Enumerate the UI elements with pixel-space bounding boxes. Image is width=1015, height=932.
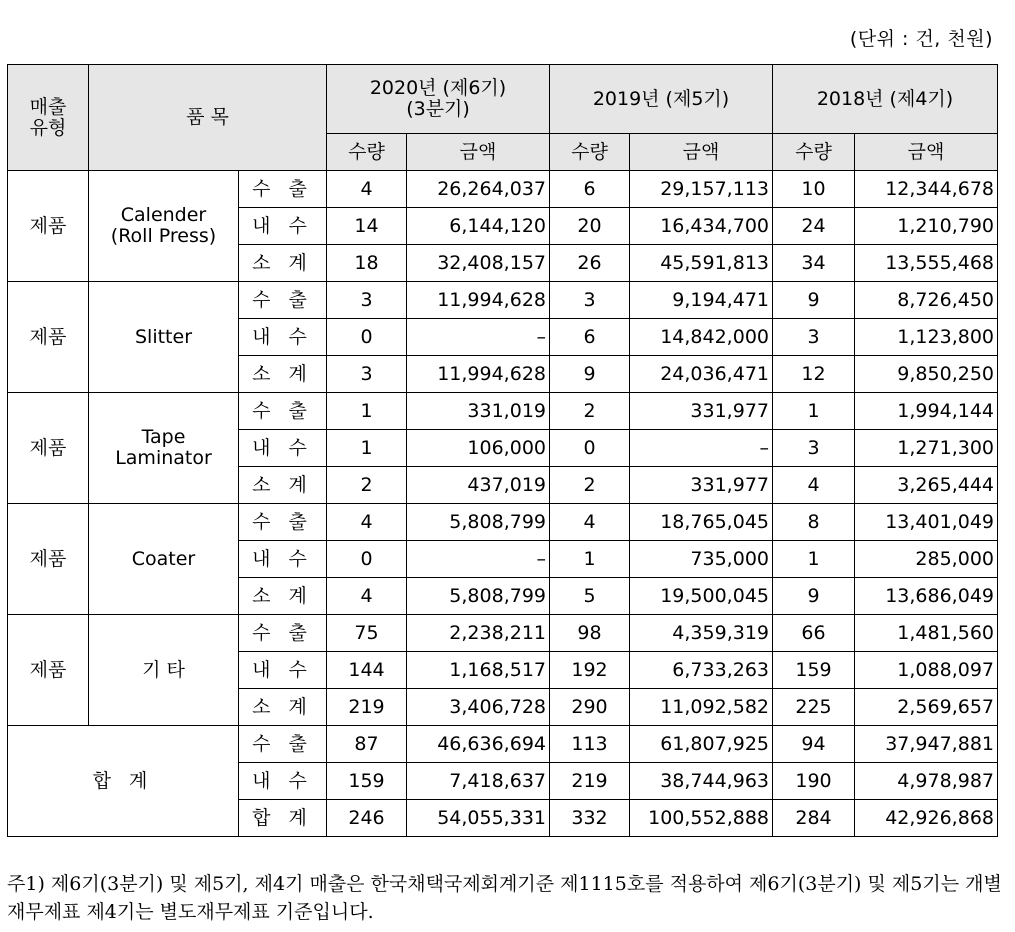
sales-type-cell: 제품	[8, 615, 89, 726]
qty-cell: 87	[327, 726, 407, 763]
qty-cell: 9	[773, 282, 855, 319]
sales-type-cell: 제품	[8, 282, 89, 393]
amount-cell: 1,168,517	[407, 652, 550, 689]
qty-cell: 26	[550, 245, 630, 282]
qty-cell: 3	[327, 282, 407, 319]
amount-cell: 13,686,049	[855, 578, 998, 615]
amount-cell: 100,552,888	[630, 800, 773, 837]
amount-cell: 331,977	[630, 467, 773, 504]
row-kind-cell: 수 출	[239, 726, 327, 763]
header-qty: 수량	[550, 134, 630, 171]
item-name-cell: Coater	[89, 504, 239, 615]
header-year-2020: 2020년 (제6기) (3분기)	[327, 65, 550, 134]
amount-cell: 13,555,468	[855, 245, 998, 282]
qty-cell: 246	[327, 800, 407, 837]
table-row	[8, 615, 998, 652]
header-amount: 금액	[855, 134, 998, 171]
amount-cell: 4,978,987	[855, 763, 998, 800]
qty-cell: 0	[327, 541, 407, 578]
amount-cell: –	[630, 430, 773, 467]
qty-cell: 3	[773, 430, 855, 467]
qty-cell: 192	[550, 652, 630, 689]
row-kind-cell: 합 계	[239, 800, 327, 837]
amount-cell: 5,808,799	[407, 578, 550, 615]
amount-cell: 6,733,263	[630, 652, 773, 689]
table-row	[8, 504, 998, 541]
amount-cell: 54,055,331	[407, 800, 550, 837]
amount-cell: 13,401,049	[855, 504, 998, 541]
qty-cell: 159	[327, 763, 407, 800]
amount-cell: 331,977	[630, 393, 773, 430]
amount-cell: 12,344,678	[855, 171, 998, 208]
amount-cell: 42,926,868	[855, 800, 998, 837]
row-kind-cell: 수 출	[239, 504, 327, 541]
header-item: 품 목	[89, 65, 327, 171]
sales-table	[7, 64, 998, 837]
table-row	[8, 171, 998, 208]
row-kind-cell: 내 수	[239, 652, 327, 689]
amount-cell: 6,144,120	[407, 208, 550, 245]
row-kind-cell: 내 수	[239, 430, 327, 467]
amount-cell: 106,000	[407, 430, 550, 467]
amount-cell: 285,000	[855, 541, 998, 578]
qty-cell: 8	[773, 504, 855, 541]
amount-cell: 18,765,045	[630, 504, 773, 541]
amount-cell: 16,434,700	[630, 208, 773, 245]
sales-type-cell: 제품	[8, 171, 89, 282]
total-label-cell: 합 계	[8, 726, 239, 837]
qty-cell: 6	[550, 319, 630, 356]
qty-cell: 2	[550, 467, 630, 504]
amount-cell: 1,210,790	[855, 208, 998, 245]
row-kind-cell: 내 수	[239, 319, 327, 356]
qty-cell: 219	[550, 763, 630, 800]
header-year-2018: 2018년 (제4기)	[773, 65, 998, 134]
sales-type-cell: 제품	[8, 504, 89, 615]
qty-cell: 284	[773, 800, 855, 837]
qty-cell: 2	[550, 393, 630, 430]
amount-cell: 2,569,657	[855, 689, 998, 726]
amount-cell: 14,842,000	[630, 319, 773, 356]
header-qty: 수량	[327, 134, 407, 171]
amount-cell: 5,808,799	[407, 504, 550, 541]
row-kind-cell: 수 출	[239, 282, 327, 319]
qty-cell: 0	[327, 319, 407, 356]
table-row	[8, 282, 998, 319]
item-name-cell: Calender (Roll Press)	[89, 171, 239, 282]
qty-cell: 1	[327, 430, 407, 467]
table-row	[8, 393, 998, 430]
qty-cell: 34	[773, 245, 855, 282]
qty-cell: 75	[327, 615, 407, 652]
amount-cell: 2,238,211	[407, 615, 550, 652]
amount-cell: 26,264,037	[407, 171, 550, 208]
qty-cell: 332	[550, 800, 630, 837]
total-row	[8, 726, 998, 763]
header-qty: 수량	[773, 134, 855, 171]
qty-cell: 6	[550, 171, 630, 208]
qty-cell: 20	[550, 208, 630, 245]
qty-cell: 3	[327, 356, 407, 393]
row-kind-cell: 수 출	[239, 393, 327, 430]
row-kind-cell: 소 계	[239, 467, 327, 504]
qty-cell: 98	[550, 615, 630, 652]
amount-cell: 3,406,728	[407, 689, 550, 726]
row-kind-cell: 내 수	[239, 208, 327, 245]
amount-cell: 38,744,963	[630, 763, 773, 800]
amount-cell: 735,000	[630, 541, 773, 578]
table-header	[8, 65, 998, 171]
amount-cell: 1,994,144	[855, 393, 998, 430]
qty-cell: 290	[550, 689, 630, 726]
amount-cell: 1,088,097	[855, 652, 998, 689]
qty-cell: 3	[773, 319, 855, 356]
row-kind-cell: 소 계	[239, 356, 327, 393]
qty-cell: 66	[773, 615, 855, 652]
qty-cell: 94	[773, 726, 855, 763]
amount-cell: 37,947,881	[855, 726, 998, 763]
qty-cell: 190	[773, 763, 855, 800]
qty-cell: 1	[550, 541, 630, 578]
amount-cell: 7,418,637	[407, 763, 550, 800]
amount-cell: 331,019	[407, 393, 550, 430]
qty-cell: 2	[327, 467, 407, 504]
qty-cell: 159	[773, 652, 855, 689]
amount-cell: 24,036,471	[630, 356, 773, 393]
qty-cell: 4	[773, 467, 855, 504]
item-name-cell: Slitter	[89, 282, 239, 393]
row-kind-cell: 내 수	[239, 763, 327, 800]
qty-cell: 9	[550, 356, 630, 393]
qty-cell: 144	[327, 652, 407, 689]
row-kind-cell: 수 출	[239, 615, 327, 652]
amount-cell: 437,019	[407, 467, 550, 504]
amount-cell: 9,850,250	[855, 356, 998, 393]
item-name-cell: 기 타	[89, 615, 239, 726]
qty-cell: 3	[550, 282, 630, 319]
qty-cell: 113	[550, 726, 630, 763]
amount-cell: 1,481,560	[855, 615, 998, 652]
qty-cell: 9	[773, 578, 855, 615]
item-name-cell: Tape Laminator	[89, 393, 239, 504]
qty-cell: 24	[773, 208, 855, 245]
qty-cell: 1	[327, 393, 407, 430]
amount-cell: 9,194,471	[630, 282, 773, 319]
header-year-2019: 2019년 (제5기)	[550, 65, 773, 134]
amount-cell: –	[407, 541, 550, 578]
qty-cell: 1	[773, 541, 855, 578]
amount-cell: 11,994,628	[407, 282, 550, 319]
amount-cell: 1,271,300	[855, 430, 998, 467]
amount-cell: 61,807,925	[630, 726, 773, 763]
amount-cell: 29,157,113	[630, 171, 773, 208]
amount-cell: 8,726,450	[855, 282, 998, 319]
row-kind-cell: 소 계	[239, 245, 327, 282]
sales-type-cell: 제품	[8, 393, 89, 504]
amount-cell: 45,591,813	[630, 245, 773, 282]
qty-cell: 0	[550, 430, 630, 467]
qty-cell: 14	[327, 208, 407, 245]
qty-cell: 225	[773, 689, 855, 726]
amount-cell: 3,265,444	[855, 467, 998, 504]
amount-cell: –	[407, 319, 550, 356]
header-sales-type: 매출 유형	[8, 65, 89, 171]
row-kind-cell: 소 계	[239, 578, 327, 615]
qty-cell: 4	[327, 578, 407, 615]
qty-cell: 18	[327, 245, 407, 282]
amount-cell: 46,636,694	[407, 726, 550, 763]
qty-cell: 5	[550, 578, 630, 615]
amount-cell: 4,359,319	[630, 615, 773, 652]
footnote: 주1) 제6기(3분기) 및 제5기, 제4기 매출은 한국채택국제회계기준 제1115호를 적용하여 제6기(3분기) 및 제5기는 개별재무제표 제4기는 별도재무제표 기준입니다.	[7, 873, 1002, 923]
header-amount: 금액	[630, 134, 773, 171]
row-kind-cell: 내 수	[239, 541, 327, 578]
row-kind-cell: 소 계	[239, 689, 327, 726]
qty-cell: 1	[773, 393, 855, 430]
qty-cell: 219	[327, 689, 407, 726]
qty-cell: 4	[550, 504, 630, 541]
amount-cell: 11,994,628	[407, 356, 550, 393]
header-amount: 금액	[407, 134, 550, 171]
table-body	[8, 171, 998, 837]
qty-cell: 10	[773, 171, 855, 208]
qty-cell: 12	[773, 356, 855, 393]
amount-cell: 19,500,045	[630, 578, 773, 615]
amount-cell: 32,408,157	[407, 245, 550, 282]
amount-cell: 1,123,800	[855, 319, 998, 356]
qty-cell: 4	[327, 504, 407, 541]
amount-cell: 11,092,582	[630, 689, 773, 726]
qty-cell: 4	[327, 171, 407, 208]
unit-label: (단위 : 건, 천원)	[849, 28, 993, 50]
row-kind-cell: 수 출	[239, 171, 327, 208]
